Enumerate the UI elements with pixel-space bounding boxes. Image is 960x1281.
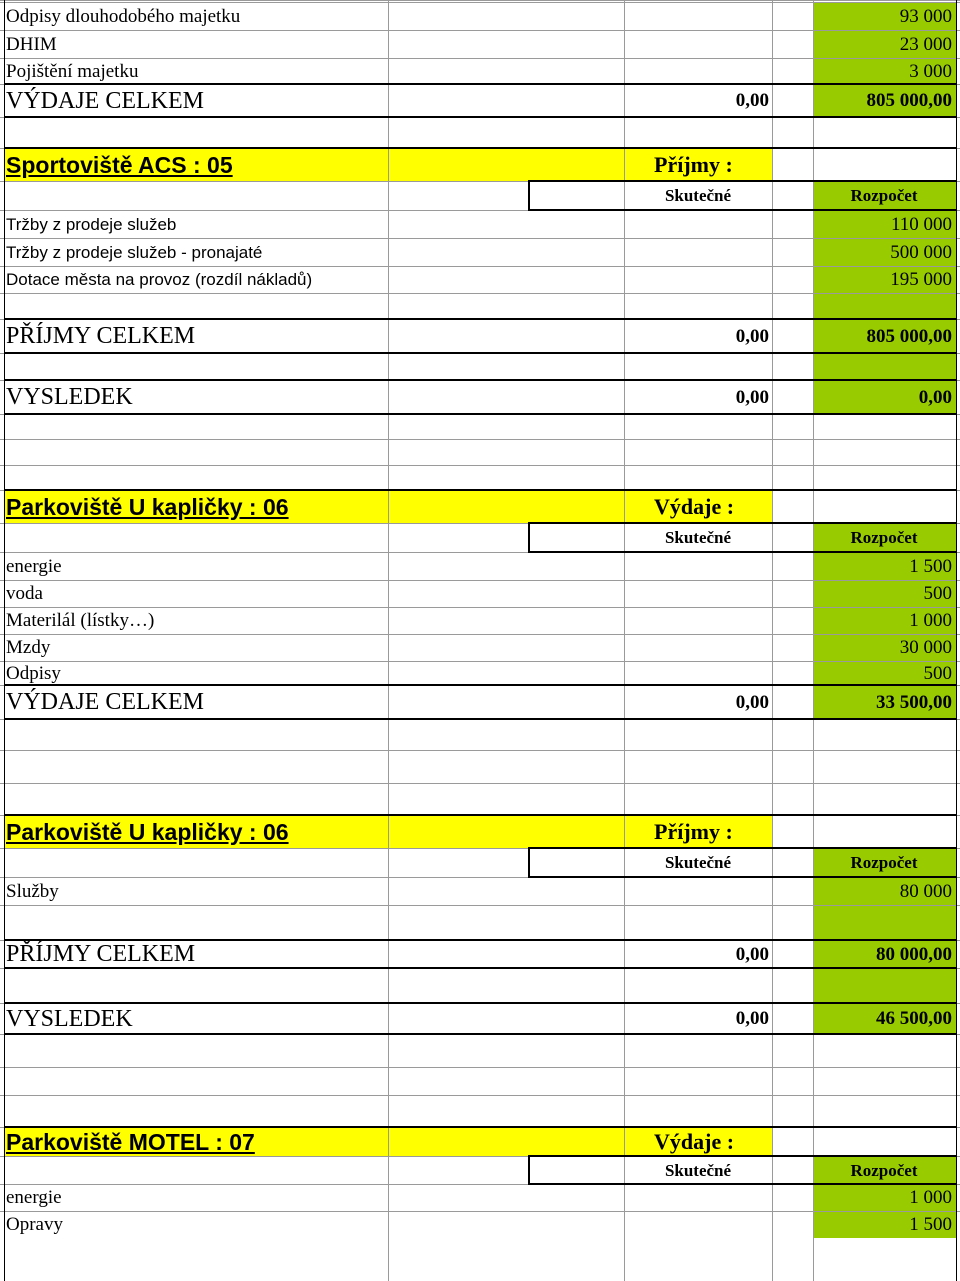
section-border-top [4, 1126, 956, 1128]
total-skutecne: 0,00 [735, 943, 769, 965]
item-rozpocet: 93 000 [899, 5, 952, 27]
header-rozpocet: Rozpočet [850, 1160, 918, 1180]
section-title: Parkoviště U kapličky : 06 [6, 818, 289, 845]
sheet-row-spacer [0, 905, 960, 940]
sheet-row-item [0, 1184, 960, 1211]
total-border-top [4, 939, 956, 941]
total-border-bottom [4, 967, 956, 969]
header-skutecne: Skutečné [664, 1160, 732, 1180]
item-rozpocet: 500 [923, 583, 952, 604]
sheet-row-item [0, 877, 960, 905]
sheet-row-blank [0, 465, 960, 490]
item-label: Opravy [6, 1214, 63, 1235]
total-rozpocet: 805 000,00 [866, 325, 952, 347]
total-border-bottom [4, 1033, 956, 1035]
item-label: voda [6, 583, 43, 604]
sheet-row-blank [0, 117, 960, 148]
total-skutecne: 0,00 [735, 325, 769, 347]
header-border-left [528, 1155, 530, 1184]
grid-column-line [388, 0, 389, 1281]
rozpocet-fill [813, 294, 956, 319]
section-type: Výdaje : [654, 1129, 735, 1154]
rozpocet-fill [813, 906, 956, 940]
item-rozpocet: 110 000 [890, 213, 952, 235]
header-border-top [528, 1155, 956, 1157]
header-rozpocet: Rozpočet [850, 528, 918, 547]
item-rozpocet: 80 000 [899, 880, 952, 902]
grid-column-line [624, 0, 625, 1281]
sheet-row-header [0, 1156, 960, 1184]
item-rozpocet: 1 000 [909, 1187, 952, 1208]
header-border-bottom [528, 1183, 956, 1185]
sheet-row-item [0, 552, 960, 580]
sheet-row-item [0, 2, 960, 30]
sheet-row-header [0, 523, 960, 552]
sheet-row-item [0, 30, 960, 58]
section-title: Sportoviště ACS : 05 [6, 151, 233, 178]
total-border-top [4, 83, 956, 85]
item-label: energie [6, 555, 62, 577]
grid-column-line [4, 0, 5, 1281]
sheet-row-item [0, 58, 960, 84]
item-rozpocet: 3 000 [909, 60, 952, 82]
header-bg [4, 849, 624, 877]
total-label: VYSLEDEK [6, 384, 133, 410]
header-border-top [528, 847, 956, 849]
header-bg [4, 182, 624, 210]
sheet-row-total [0, 380, 960, 414]
header-border-left [528, 522, 530, 552]
total-rozpocet: 33 500,00 [876, 691, 952, 713]
section-border-top [4, 814, 956, 816]
item-rozpocet: 500 [923, 662, 952, 684]
total-skutecne: 0,00 [735, 1008, 769, 1029]
item-label: Tržby z prodeje služeb - pronajaté [6, 242, 263, 262]
sheet-row-total [0, 1003, 960, 1034]
total-border-top [4, 684, 956, 686]
item-label: Dotace města na provoz (rozdíl nákladů) [6, 270, 313, 289]
header-rozpocet: Rozpočet [850, 853, 918, 872]
grid-column-line [772, 0, 773, 1281]
sheet-row-blank [0, 439, 960, 465]
sheet-row-blank [0, 414, 960, 439]
item-label: Odpisy dlouhodobého majetku [6, 5, 241, 27]
sheet-row-spacer [0, 293, 960, 319]
header-border-bottom [528, 551, 956, 553]
item-label: Materilál (lístky…) [6, 610, 155, 631]
section-type: Výdaje : [654, 494, 735, 519]
grid-column-line [956, 0, 957, 1281]
total-border-bottom [4, 352, 956, 354]
sheet-row-total [0, 685, 960, 719]
total-label: PŘÍJMY CELKEM [6, 941, 196, 967]
item-label: Tržby z prodeje služeb [6, 214, 177, 234]
grid-column-line [813, 0, 814, 1281]
sheet-row-total [0, 319, 960, 353]
sheet-row-section [0, 490, 960, 523]
header-border-left [528, 847, 530, 877]
sheet-row-total [0, 940, 960, 968]
sheet-row-item [0, 0, 960, 1]
total-rozpocet: 805 000,00 [866, 90, 952, 111]
item-label: Pojištění majetku [6, 60, 139, 82]
sheet-row-item [0, 266, 960, 293]
section-title: Parkoviště U kapličky : 06 [6, 493, 289, 520]
header-border-left [528, 180, 530, 210]
sheet-row-blank [0, 1067, 960, 1095]
total-border-top [4, 1002, 956, 1004]
sheet-row-item [0, 607, 960, 634]
total-border-bottom [4, 413, 956, 415]
item-rozpocet: 30 000 [899, 637, 952, 658]
total-border-top [4, 318, 956, 320]
sheet-row-spacer [0, 968, 960, 1003]
header-skutecne: Skutečné [664, 853, 732, 872]
item-rozpocet: 195 000 [890, 269, 952, 290]
sheet-row-section [0, 1127, 960, 1156]
sheet-row-item [0, 210, 960, 238]
header-skutecne: Skutečné [664, 528, 732, 547]
sheet-row-item [0, 634, 960, 661]
sheet-row-header [0, 181, 960, 210]
sheet-row-item [0, 238, 960, 266]
item-label: Odpisy [6, 662, 61, 684]
total-rozpocet: 80 000,00 [876, 943, 952, 965]
total-label: VÝDAJE CELKEM [6, 689, 204, 715]
item-rozpocet: 23 000 [899, 33, 952, 55]
section-border-top [4, 147, 956, 149]
header-bg [4, 1157, 624, 1184]
total-skutecne: 0,00 [735, 386, 769, 408]
header-border-top [528, 522, 956, 524]
total-border-bottom [4, 116, 956, 118]
total-label: VÝDAJE CELKEM [6, 87, 204, 114]
item-label: Mzdy [6, 637, 51, 658]
sheet-row-blank [0, 750, 960, 783]
sheet-row-item [0, 1211, 960, 1238]
item-rozpocet: 1 500 [909, 555, 952, 577]
sheet-row-item [0, 661, 960, 685]
total-border-top [4, 379, 956, 381]
header-border-bottom [528, 209, 956, 211]
rozpocet-fill [813, 969, 956, 1003]
total-label: VYSLEDEK [6, 1005, 133, 1032]
sheet-row-header [0, 848, 960, 877]
section-title: Parkoviště MOTEL : 07 [6, 1128, 255, 1155]
header-border-top [528, 180, 956, 182]
header-rozpocet: Rozpočet [850, 186, 918, 205]
item-label: Služby [6, 880, 59, 902]
section-type: Příjmy : [654, 152, 733, 177]
sheet-row-blank [0, 783, 960, 815]
total-label: PŘÍJMY CELKEM [6, 323, 196, 349]
header-skutecne: Skutečné [664, 186, 732, 205]
sheet-row-blank [0, 719, 960, 750]
total-skutecne: 0,00 [735, 691, 769, 713]
rozpocet-fill [813, 354, 956, 380]
total-rozpocet: 0,00 [918, 386, 952, 408]
item-rozpocet: 1 500 [909, 1214, 952, 1235]
item-label: DHIM [6, 33, 57, 55]
item-label: energie [6, 1187, 62, 1208]
section-type: Příjmy : [654, 819, 733, 844]
item-rozpocet: 500 000 [890, 241, 952, 263]
header-bg [4, 524, 624, 552]
sheet-row-blank [0, 1034, 960, 1067]
header-border-bottom [528, 876, 956, 878]
sheet-row-blank [0, 1095, 960, 1127]
total-skutecne: 0,00 [735, 90, 769, 111]
sheet-row-section [0, 815, 960, 848]
sheet-row-section [0, 148, 960, 181]
section-border-top [4, 489, 956, 491]
total-border-bottom [4, 718, 956, 720]
total-rozpocet: 46 500,00 [876, 1008, 952, 1029]
sheet-row-spacer [0, 353, 960, 380]
sheet-row-item [0, 580, 960, 607]
item-rozpocet: 1 000 [909, 610, 952, 631]
sheet-row-total [0, 84, 960, 117]
